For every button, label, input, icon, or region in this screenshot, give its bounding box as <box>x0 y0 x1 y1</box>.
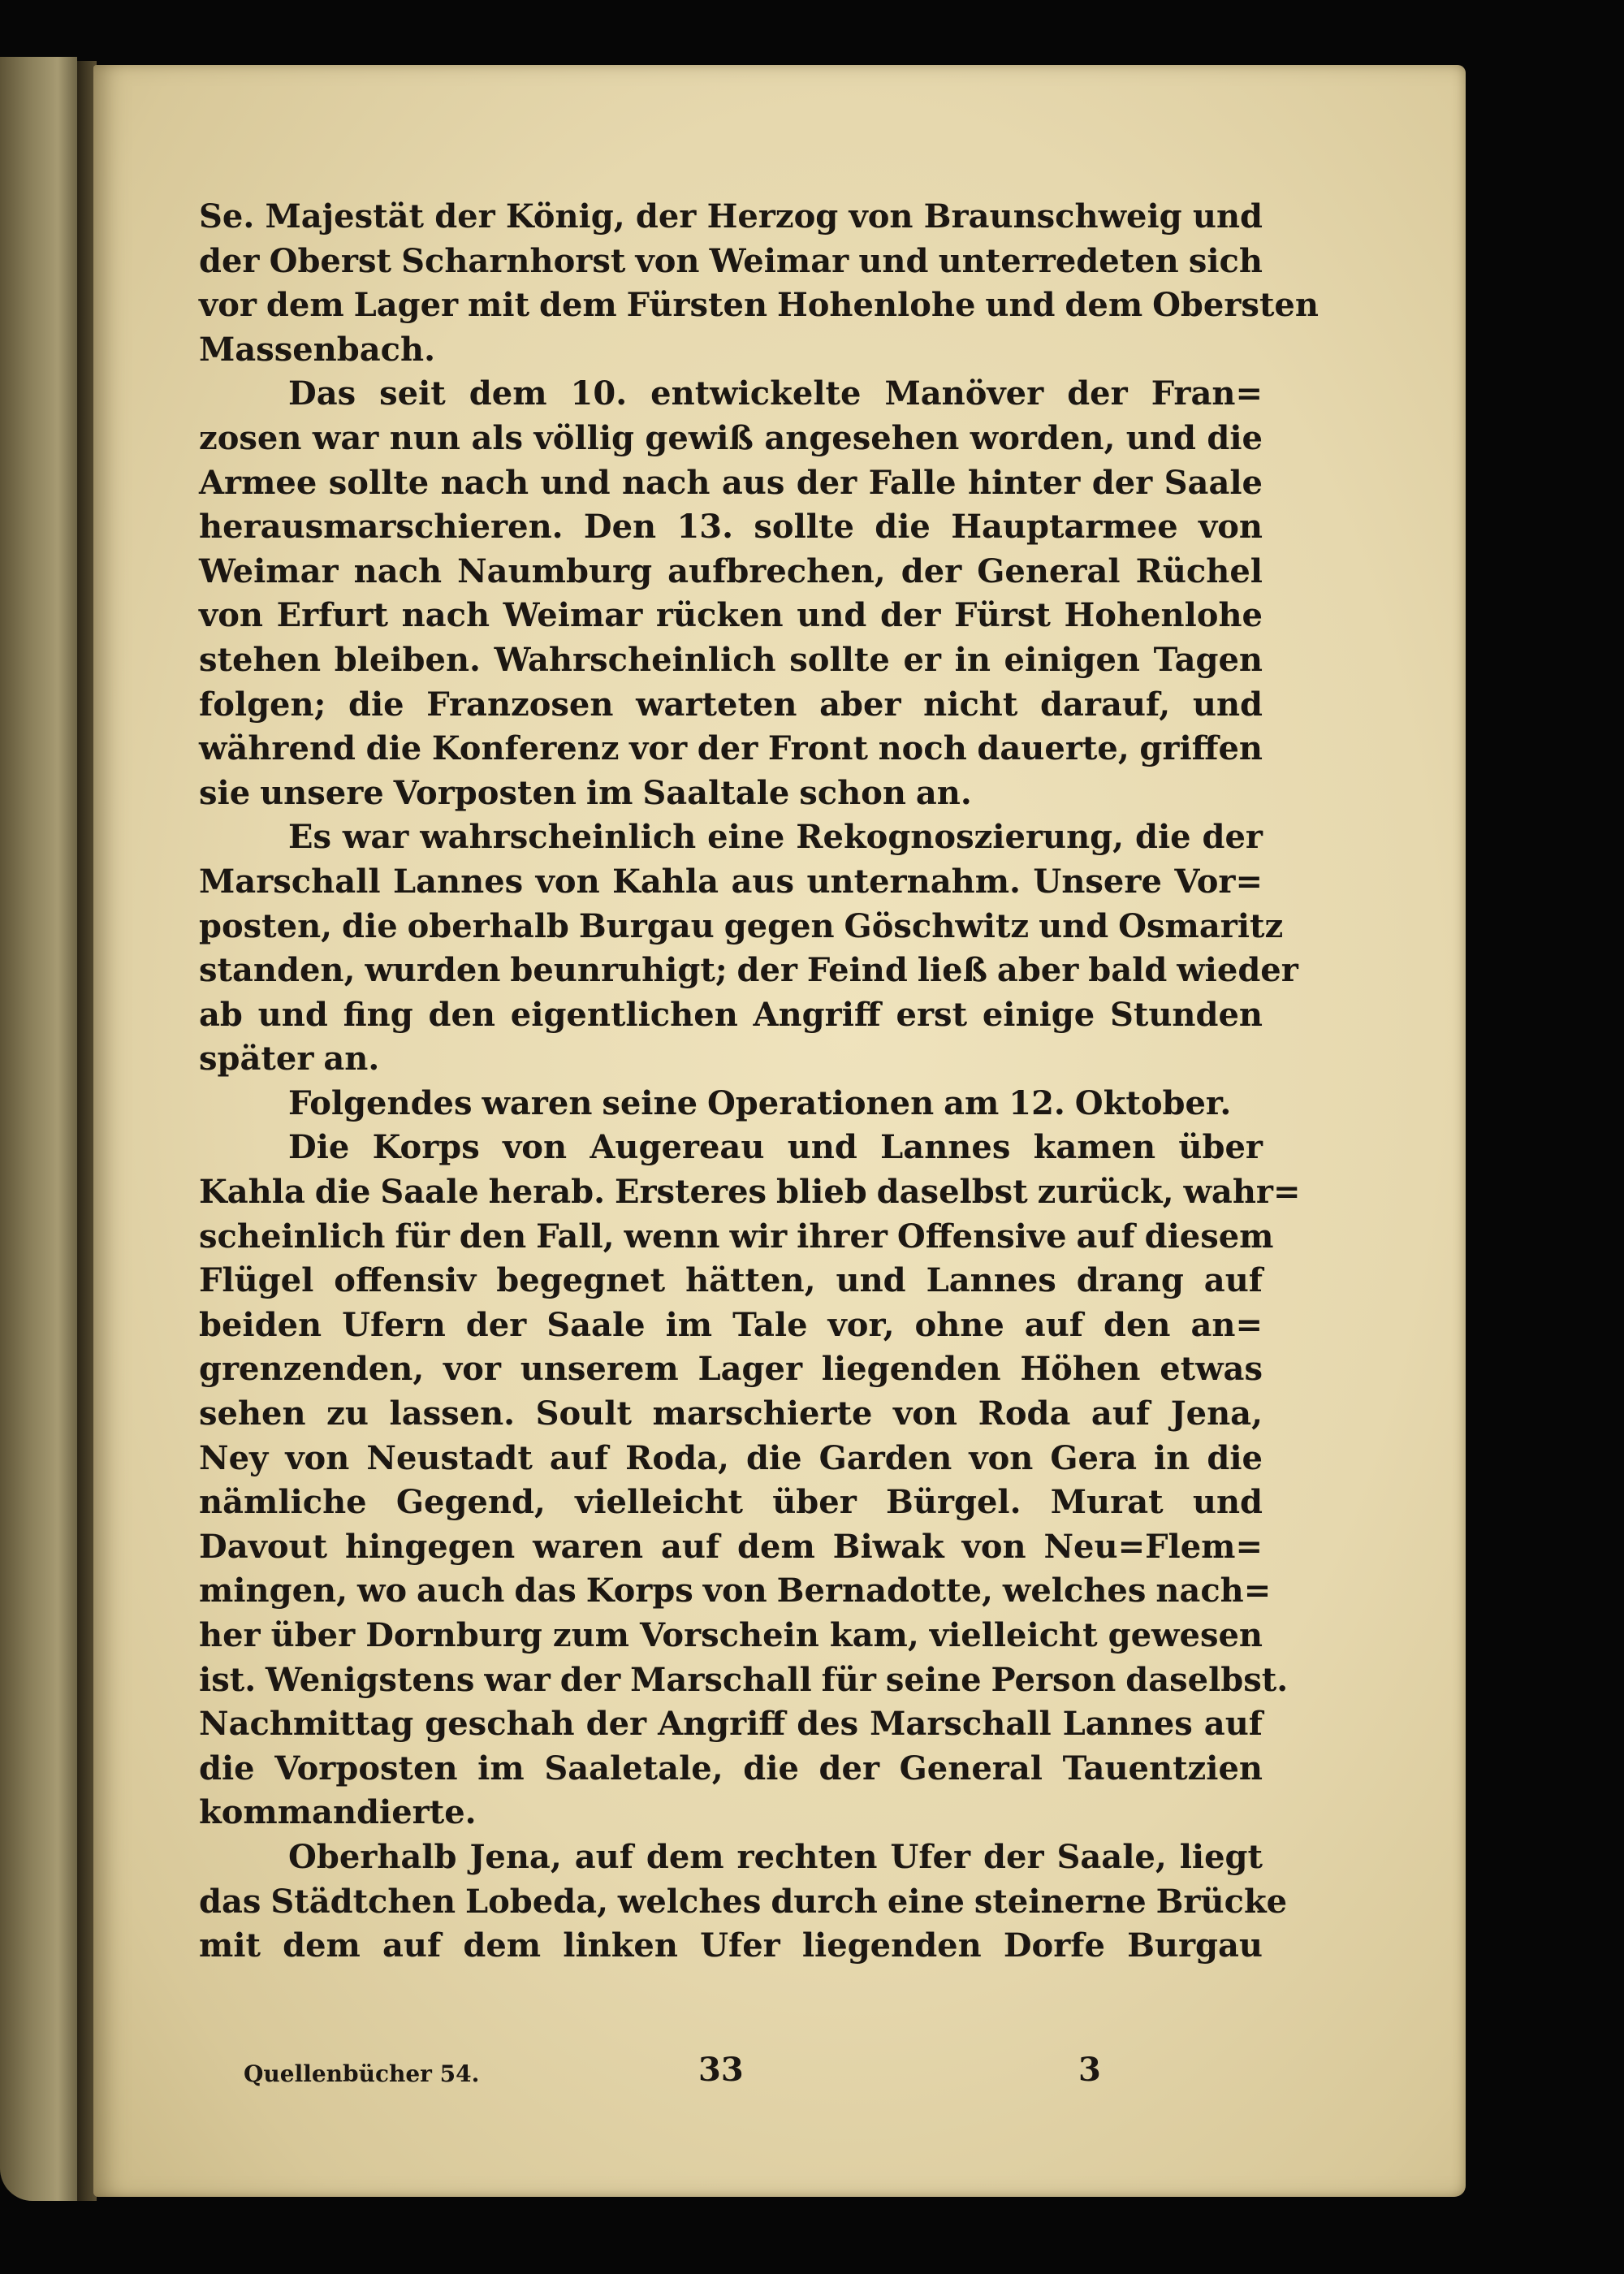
text-line: Flügel offensiv begegnet hätten, und Lannes drang auf <box>199 1261 1263 1300</box>
page-number: 33 <box>698 2051 744 2089</box>
text-line: Die Korps von Augereau und Lannes kamen über <box>288 1128 1263 1167</box>
text-line: Oberhalb Jena, auf dem rechten Ufer der Saale, liegt <box>288 1837 1263 1876</box>
text-line: Das seit dem 10. entwickelte Manöver der Fran= <box>288 374 1263 413</box>
text-line: posten, die oberhalb Burgau gegen Göschwitz und Osmaritz <box>199 906 1284 945</box>
text-line: mit dem auf dem linken Ufer liegenden Dorfe Burgau <box>199 1926 1263 1965</box>
text-line: zosen war nun als völlig gewiß angesehen worden, und die <box>199 418 1263 457</box>
text-line: sie unsere Vorposten im Saaltale schon an. <box>199 773 972 812</box>
text-line: Kahla die Saale herab. Ersteres blieb daselbst zurück, wahr= <box>199 1173 1301 1212</box>
previous-page-edge <box>0 57 77 2201</box>
text-line: her über Dornburg zum Vorschein kam, vielleicht gewesen <box>199 1616 1263 1654</box>
text-line: Weimar nach Naumburg aufbrechen, der General Rüchel <box>199 551 1263 590</box>
text-line: sehen zu lassen. Soult marschierte von Roda auf Jena, <box>199 1394 1263 1433</box>
text-line: Davout hingegen waren auf dem Biwak von Neu=Flem= <box>199 1527 1263 1566</box>
text-line: herausmarschieren. Den 13. sollte die Hauptarmee von <box>199 508 1263 547</box>
text-line: beiden Ufern der Saale im Tale vor, ohne auf den an= <box>199 1305 1263 1344</box>
text-line: ist. Wenigstens war der Marschall für seine Person daselbst. <box>199 1660 1289 1699</box>
text-line: stehen bleiben. Wahrscheinlich sollte er in einigen Tagen <box>199 640 1263 679</box>
text-line: Massenbach. <box>199 330 436 369</box>
sheet-number: 3 <box>1078 2051 1101 2089</box>
text-line: ab und fing den eigentlichen Angriff erst einige Stunden <box>199 995 1263 1034</box>
text-line: scheinlich für den Fall, wenn wir ihrer Offensive auf diesem <box>199 1217 1274 1256</box>
text-line: von Erfurt nach Weimar rücken und der Fürst Hohenlohe <box>199 596 1263 635</box>
text-line: der Oberst Scharnhorst von Weimar und unterredeten sich <box>199 241 1263 280</box>
text-line: später an. <box>199 1040 380 1079</box>
text-line: Ney von Neustadt auf Roda, die Garden von Gera in die <box>199 1438 1263 1477</box>
text-line: kommandierte. <box>199 1793 477 1832</box>
text-line: grenzenden, vor unserem Lager liegenden Höhen etwas <box>199 1350 1263 1389</box>
body-text <box>199 195 1319 1969</box>
text-line: Marschall Lannes von Kahla aus unternahm. Unsere Vor= <box>199 862 1263 901</box>
text-line: Armee sollte nach und nach aus der Falle hinter der Saale <box>199 463 1263 502</box>
text-line: standen, wurden beunruhigt; der Feind ließ aber bald wieder <box>199 951 1298 990</box>
text-line: nämliche Gegend, vielleicht über Bürgel. Murat und <box>199 1483 1263 1522</box>
text-line: die Vorposten im Saaletale, die der General Tauentzien <box>199 1749 1263 1788</box>
text-line: Nachmittag geschah der Angriff des Marschall Lannes auf <box>199 1705 1263 1744</box>
text-line: mingen, wo auch das Korps von Bernadotte, welches nach= <box>199 1571 1272 1610</box>
printer-signature-mark: Quellenbücher 54. <box>244 2060 480 2087</box>
text-line: Se. Majestät der König, der Herzog von Braunschweig und <box>199 197 1263 236</box>
text-line: während die Konferenz vor der Front noch dauerte, griffen <box>199 729 1263 768</box>
page-footer <box>0 2051 1624 2099</box>
text-line: das Städtchen Lobeda, welches durch eine steinerne Brücke <box>199 1882 1288 1921</box>
text-line: folgen; die Franzosen warteten aber nicht darauf, und <box>199 685 1263 724</box>
text-line: vor dem Lager mit dem Fürsten Hohenlohe und dem Obersten <box>199 286 1319 325</box>
text-line: Folgendes waren seine Operationen am 12. Oktober. <box>288 1083 1232 1122</box>
text-line: Es war wahrscheinlich eine Rekognoszierung, die der <box>288 818 1263 857</box>
